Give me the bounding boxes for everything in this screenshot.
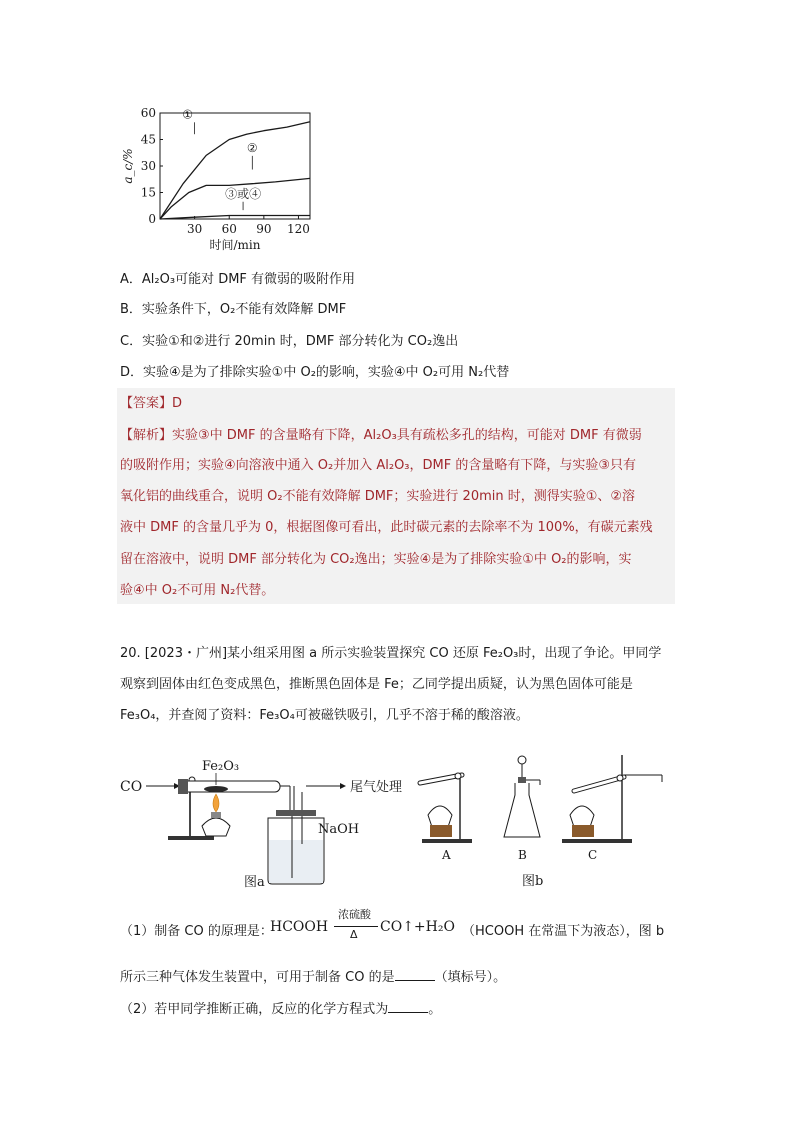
part2-end: 。 <box>428 1002 442 1017</box>
tail-gas-label: 尾气处理 <box>350 780 403 795</box>
x-tick-label: 120 <box>287 222 310 236</box>
part1-line2 <box>120 968 506 986</box>
part1-line2-end: （填标号）。 <box>434 970 507 985</box>
co-label: CO <box>120 779 143 795</box>
analysis-line: 验④中 O₂不可用 N₂代替。 <box>120 583 275 598</box>
series-label-3: ③或④ <box>225 186 262 201</box>
part1-prefix: （1）制备 CO 的原理是： <box>120 924 273 939</box>
y-tick-label: 0 <box>148 212 156 226</box>
part2-line <box>120 1000 441 1018</box>
option-text: 实验④是为了排除实验①中 O₂的影响，实验④中 O₂可用 N₂代替 <box>143 365 510 380</box>
series-label-1: ① <box>182 107 194 122</box>
option-text: Al₂O₃可能对 DMF 有微弱的吸附作用 <box>141 272 356 287</box>
analysis-line: 留在溶液中，说明 DMF 部分转化为 CO₂逸出；实验④是为了排除实验①中 O₂的影响，实 <box>120 552 632 567</box>
option-a <box>120 272 355 288</box>
option-d <box>120 365 509 381</box>
figure-b-apparatus <box>412 745 682 893</box>
y-tick-label: 60 <box>140 106 156 120</box>
answer-blank[interactable] <box>388 1000 428 1013</box>
figure-b-caption: 图b <box>522 874 544 889</box>
fe2o3-label: Fe₂O₃ <box>202 759 240 774</box>
equation-left: HCOOH <box>270 919 329 935</box>
equation-condition-top: 浓硫酸 <box>338 908 371 921</box>
option-c <box>120 334 458 350</box>
answer-blank[interactable] <box>395 968 435 981</box>
adsorption-chart <box>120 105 320 255</box>
option-letter: A． <box>120 272 142 287</box>
series-line-1 <box>160 122 310 219</box>
question-line: 20. [2023・广州]某小组采用图 a 所示实验装置探究 CO 还原 Fe₂O₃时，出现了争论。甲同学 <box>120 646 662 661</box>
analysis-line: 氧化铝的曲线重合，说明 O₂不能有效降解 DMF；实验进行 20min 时，测得实验①、②溶 <box>120 489 636 504</box>
answer-label: 【答案】D <box>120 396 183 411</box>
figure-a-apparatus <box>118 748 408 893</box>
x-tick-label: 90 <box>256 222 272 236</box>
series-label-2: ② <box>246 140 258 155</box>
y-axis-label: a_c/% <box>121 148 135 184</box>
equation-condition-bottom: Δ <box>350 928 358 941</box>
option-text: 实验①和②进行 20min 时，DMF 部分转化为 CO₂逸出 <box>142 334 459 349</box>
option-text: 实验条件下，O₂不能有效降解 DMF <box>141 302 347 317</box>
device-a-label: A <box>442 848 451 862</box>
plot-frame <box>160 113 310 219</box>
equation-right: CO↑+H₂O <box>380 919 455 935</box>
option-letter: B． <box>120 302 142 317</box>
x-tick-label: 60 <box>221 222 237 236</box>
naoh-label: NaOH <box>318 822 360 837</box>
equation-bar <box>334 926 378 927</box>
y-tick-label: 30 <box>140 159 156 173</box>
part1-line2-text: 所示三种气体发生装置中，可用于制备 CO 的是 <box>120 970 395 985</box>
part1-suffix: （HCOOH 在常温下为液态），图 b <box>462 924 665 939</box>
analysis-line: 【解析】实验③中 DMF 的含量略有下降，Al₂O₃具有疏松多孔的结构，可能对 DMF 有微弱 <box>120 428 642 443</box>
x-tick-label: 30 <box>186 222 203 236</box>
analysis-line: 液中 DMF 的含量几乎为 0，根据图像可看出，此时碳元素的去除率不为 100%，有碳元素残 <box>120 520 653 535</box>
analysis-line: 的吸附作用；实验④向溶液中通入 O₂并加入 Al₂O₃，DMF 的含量略有下降，与实验③只有 <box>120 458 637 473</box>
question-line: 观察到固体由红色变成黑色，推断黑色固体是 Fe；乙同学提出质疑，认为黑色固体可能是 <box>120 677 633 692</box>
series-line-3 <box>160 216 310 220</box>
device-b-label: B <box>518 848 527 862</box>
part1-line <box>120 906 680 948</box>
option-b <box>120 302 346 318</box>
y-tick-label: 15 <box>140 185 156 200</box>
option-letter: C． <box>120 334 143 349</box>
y-tick-label: 45 <box>140 132 156 147</box>
figure-a-caption: 图a <box>244 875 265 890</box>
option-letter: D． <box>120 365 144 380</box>
question-line: Fe₃O₄，并查阅了资料：Fe₃O₄可被磁铁吸引，几乎不溶于稀的酸溶液。 <box>120 708 529 723</box>
device-c-label: C <box>588 848 598 862</box>
x-axis-label: 时间/min <box>209 238 261 252</box>
part2-text: （2）若甲同学推断正确，反应的化学方程式为 <box>120 1002 389 1017</box>
